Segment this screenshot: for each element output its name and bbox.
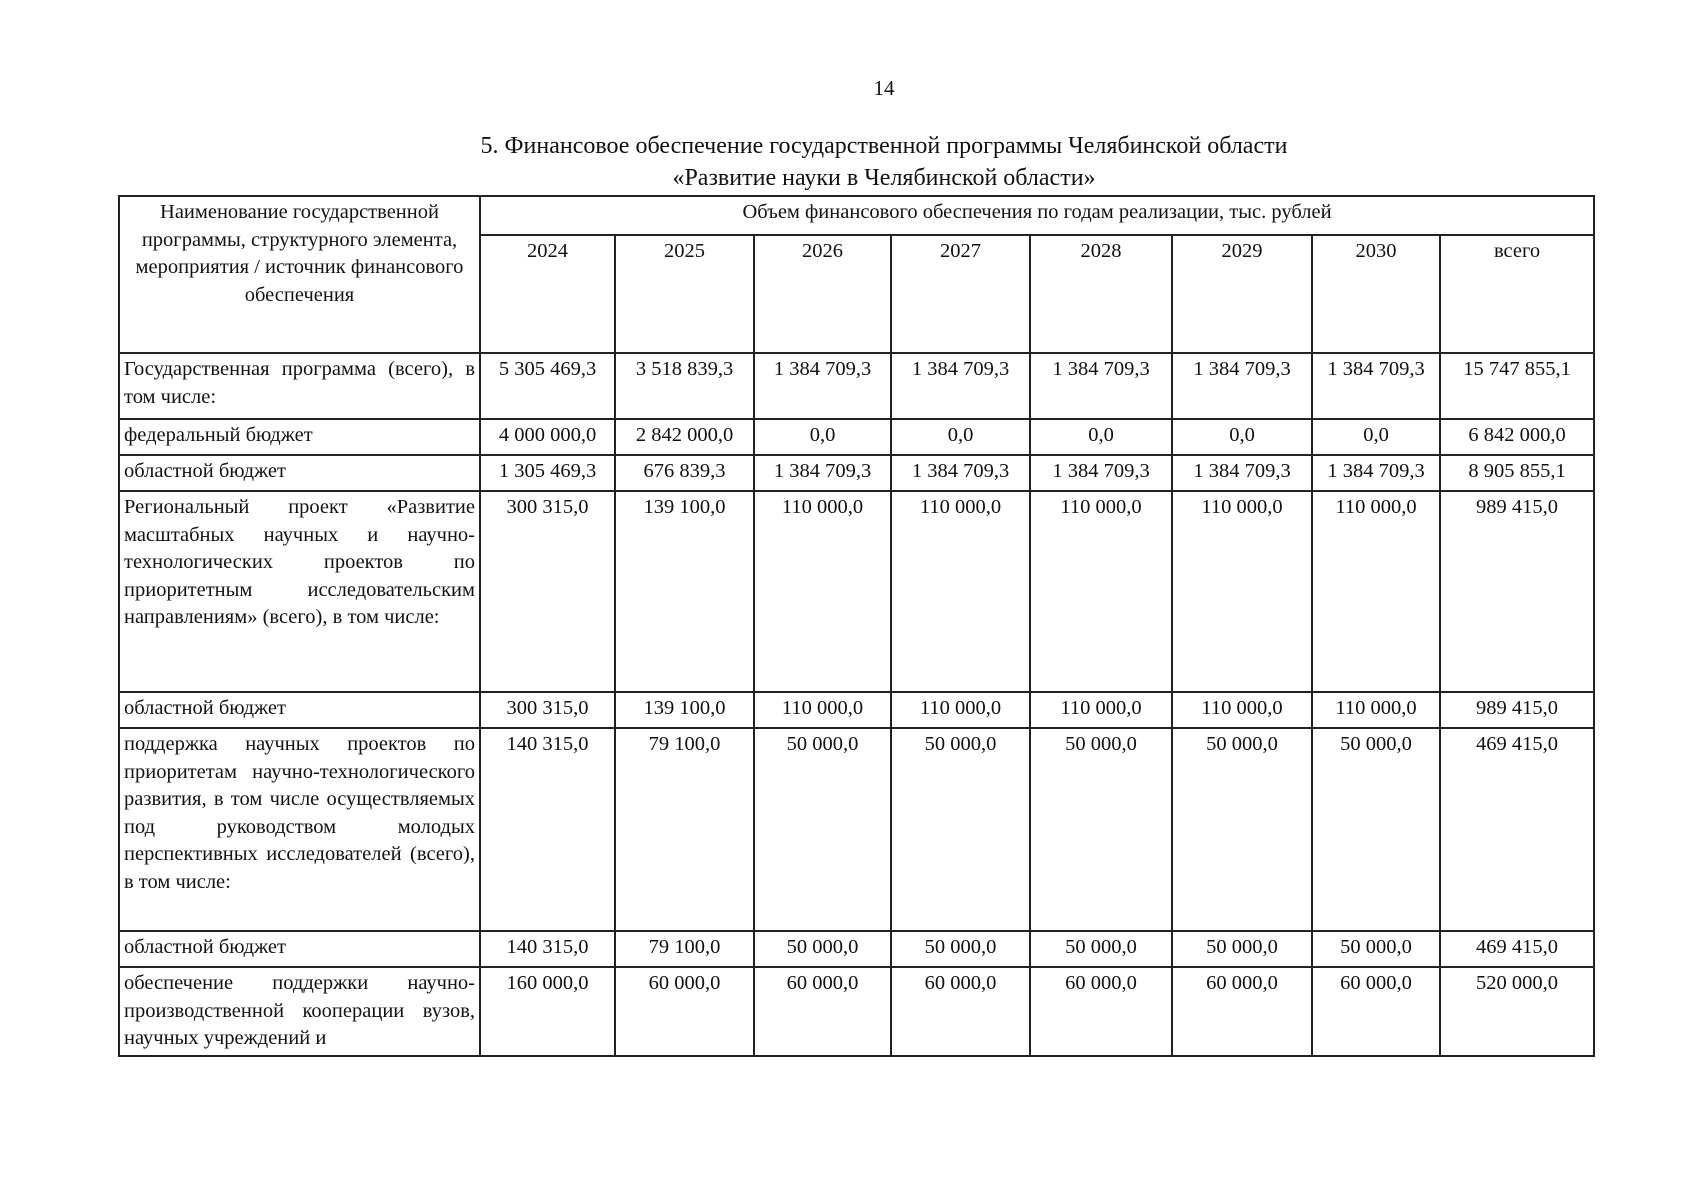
value-2030: 50 000,0 bbox=[1312, 728, 1440, 931]
header-year-2027: 2027 bbox=[891, 235, 1030, 353]
value-2026: 110 000,0 bbox=[754, 692, 891, 728]
value-2027: 110 000,0 bbox=[891, 491, 1030, 692]
value-2028: 1 384 709,3 bbox=[1030, 353, 1172, 419]
table-row bbox=[119, 353, 1594, 419]
value-2030: 60 000,0 bbox=[1312, 967, 1440, 1056]
value-total: 469 415,0 bbox=[1440, 931, 1594, 967]
table-row bbox=[119, 931, 1594, 967]
header-year-2025: 2025 bbox=[615, 235, 754, 353]
value-total: 469 415,0 bbox=[1440, 728, 1594, 931]
row-name: областной бюджет bbox=[119, 692, 480, 728]
value-2025: 79 100,0 bbox=[615, 931, 754, 967]
table-row bbox=[119, 967, 1594, 1056]
value-2027: 110 000,0 bbox=[891, 692, 1030, 728]
value-total: 520 000,0 bbox=[1440, 967, 1594, 1056]
page-number: 14 bbox=[873, 76, 895, 100]
value-2028: 110 000,0 bbox=[1030, 692, 1172, 728]
value-2026: 1 384 709,3 bbox=[754, 353, 891, 419]
value-2029: 0,0 bbox=[1172, 419, 1312, 455]
value-2029: 110 000,0 bbox=[1172, 692, 1312, 728]
value-2026: 60 000,0 bbox=[754, 967, 891, 1056]
value-2024: 5 305 469,3 bbox=[480, 353, 615, 419]
table-row bbox=[119, 491, 1594, 692]
value-2025: 139 100,0 bbox=[615, 692, 754, 728]
document-title bbox=[380, 130, 1388, 194]
value-2030: 110 000,0 bbox=[1312, 491, 1440, 692]
header-total: всего bbox=[1440, 235, 1594, 353]
value-total: 989 415,0 bbox=[1440, 692, 1594, 728]
table-row bbox=[119, 692, 1594, 728]
value-total: 15 747 855,1 bbox=[1440, 353, 1594, 419]
table-row bbox=[119, 728, 1594, 931]
value-2026: 1 384 709,3 bbox=[754, 455, 891, 491]
table-row bbox=[119, 455, 1594, 491]
value-2030: 1 384 709,3 bbox=[1312, 353, 1440, 419]
value-2028: 1 384 709,3 bbox=[1030, 455, 1172, 491]
value-total: 8 905 855,1 bbox=[1440, 455, 1594, 491]
value-2028: 50 000,0 bbox=[1030, 728, 1172, 931]
value-2027: 1 384 709,3 bbox=[891, 353, 1030, 419]
value-2030: 0,0 bbox=[1312, 419, 1440, 455]
value-2027: 1 384 709,3 bbox=[891, 455, 1030, 491]
value-2026: 50 000,0 bbox=[754, 728, 891, 931]
row-name: Региональный проект «Развитие масштабных научных и научно-технологических проектов по приоритетным исследовательским направлениям» (всего), в том числе: bbox=[119, 491, 480, 692]
row-name: областной бюджет bbox=[119, 455, 480, 491]
value-2029: 110 000,0 bbox=[1172, 491, 1312, 692]
value-2028: 0,0 bbox=[1030, 419, 1172, 455]
header-span-label: Объем финансового обеспечения по годам реализации, тыс. рублей bbox=[480, 196, 1594, 235]
row-name: федеральный бюджет bbox=[119, 419, 480, 455]
value-2028: 60 000,0 bbox=[1030, 967, 1172, 1056]
value-2029: 60 000,0 bbox=[1172, 967, 1312, 1056]
header-year-2029: 2029 bbox=[1172, 235, 1312, 353]
value-2029: 50 000,0 bbox=[1172, 728, 1312, 931]
value-2027: 0,0 bbox=[891, 419, 1030, 455]
header-year-2030: 2030 bbox=[1312, 235, 1440, 353]
value-2030: 1 384 709,3 bbox=[1312, 455, 1440, 491]
value-total: 989 415,0 bbox=[1440, 491, 1594, 692]
value-2024: 4 000 000,0 bbox=[480, 419, 615, 455]
value-2028: 110 000,0 bbox=[1030, 491, 1172, 692]
table-row bbox=[119, 419, 1594, 455]
value-2025: 3 518 839,3 bbox=[615, 353, 754, 419]
value-2030: 50 000,0 bbox=[1312, 931, 1440, 967]
value-2024: 140 315,0 bbox=[480, 931, 615, 967]
title-line-1: 5. Финансовое обеспечение государственной программы Челябинской области bbox=[480, 133, 1288, 159]
value-2029: 1 384 709,3 bbox=[1172, 455, 1312, 491]
value-2025: 676 839,3 bbox=[615, 455, 754, 491]
value-2024: 140 315,0 bbox=[480, 728, 615, 931]
value-2028: 50 000,0 bbox=[1030, 931, 1172, 967]
value-2029: 50 000,0 bbox=[1172, 931, 1312, 967]
value-2025: 79 100,0 bbox=[615, 728, 754, 931]
row-name: обеспечение поддержки научно-производственной кооперации вузов, научных учреждений и bbox=[119, 967, 480, 1056]
title-line-2: «Развитие науки в Челябинской области» bbox=[672, 165, 1096, 191]
value-2029: 1 384 709,3 bbox=[1172, 353, 1312, 419]
value-2025: 2 842 000,0 bbox=[615, 419, 754, 455]
value-2027: 60 000,0 bbox=[891, 967, 1030, 1056]
header-year-2024: 2024 bbox=[480, 235, 615, 353]
financing-table bbox=[118, 195, 1595, 1057]
value-2024: 1 305 469,3 bbox=[480, 455, 615, 491]
value-2030: 110 000,0 bbox=[1312, 692, 1440, 728]
value-2026: 110 000,0 bbox=[754, 491, 891, 692]
header-year-2028: 2028 bbox=[1030, 235, 1172, 353]
value-2025: 60 000,0 bbox=[615, 967, 754, 1056]
value-2024: 300 315,0 bbox=[480, 491, 615, 692]
value-2027: 50 000,0 bbox=[891, 931, 1030, 967]
value-2024: 160 000,0 bbox=[480, 967, 615, 1056]
row-name: Государственная программа (всего), в том числе: bbox=[119, 353, 480, 419]
value-2026: 50 000,0 bbox=[754, 931, 891, 967]
row-name: областной бюджет bbox=[119, 931, 480, 967]
value-2027: 50 000,0 bbox=[891, 728, 1030, 931]
header-year-2026: 2026 bbox=[754, 235, 891, 353]
row-name: поддержка научных проектов по приоритетам научно-технологического развития, в том числе осуществляемых под руководством молодых перспективных исследователей (всего), в том числе: bbox=[119, 728, 480, 931]
value-2026: 0,0 bbox=[754, 419, 891, 455]
value-2024: 300 315,0 bbox=[480, 692, 615, 728]
header-name-column: Наименование государственной программы, структурного элемента, мероприятия / источник финансового обеспечения bbox=[119, 196, 480, 353]
value-2025: 139 100,0 bbox=[615, 491, 754, 692]
value-total: 6 842 000,0 bbox=[1440, 419, 1594, 455]
